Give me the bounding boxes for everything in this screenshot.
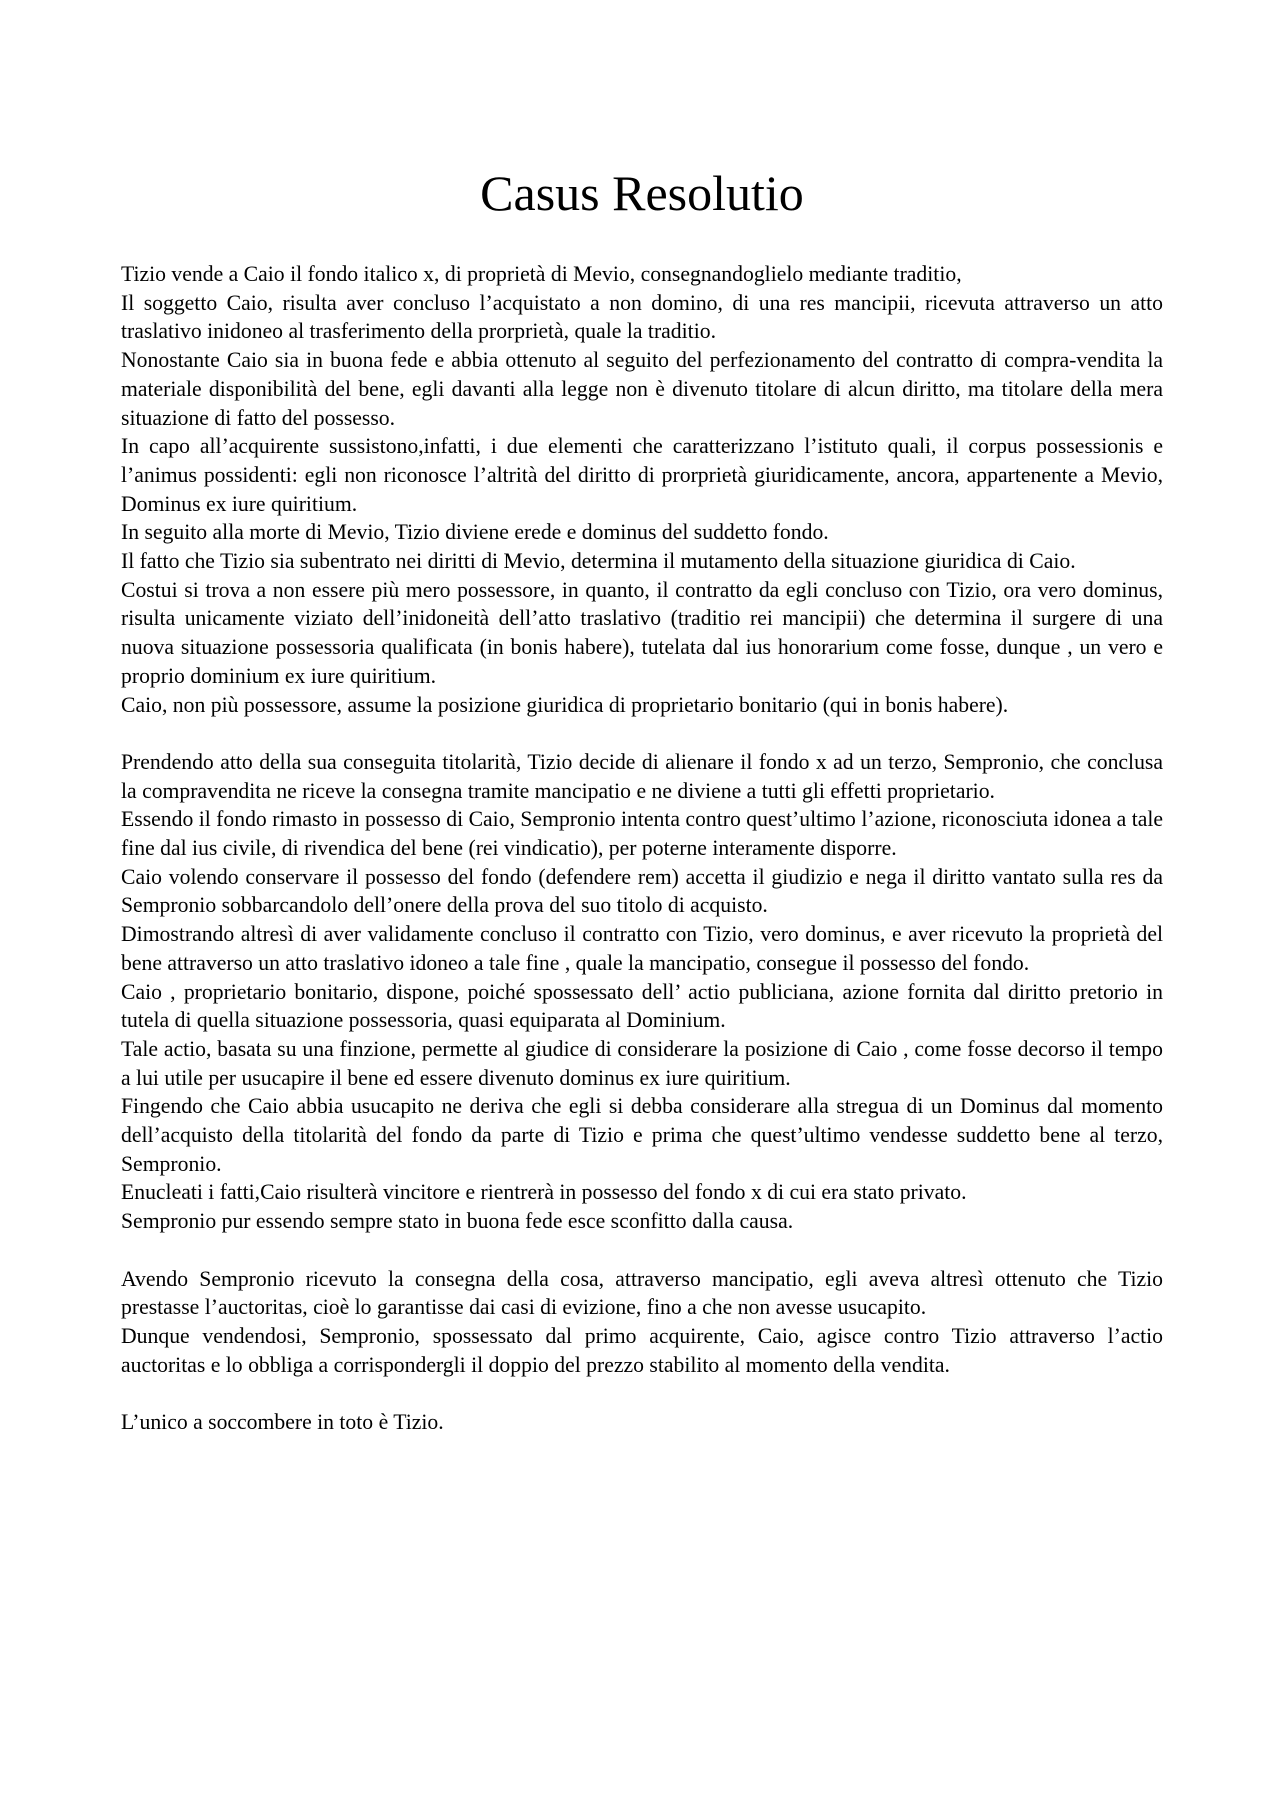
paragraph: Avendo Sempronio ricevuto la consegna della cosa, attraverso mancipatio, egli aveva altresì ottenuto che Tizio prestasse l’auctoritas, cioè lo garantisse dai casi di evizione, fino a che non avesse usucapito. (121, 1266, 1163, 1320)
paragraph: L’unico a soccombere in toto è Tizio. (121, 1410, 444, 1435)
paragraph: Tale actio, basata su una finzione, permette al giudice di considerare la posizione di Caio , come fosse decorso il tempo a lui utile per usucapire il bene ed essere divenuto dominus ex iure quiritium. (121, 1036, 1163, 1090)
paragraph: In seguito alla morte di Mevio, Tizio diviene erede e dominus del suddetto fondo. (121, 520, 829, 545)
paragraph: Prendendo atto della sua conseguita titolarità, Tizio decide di alienare il fondo x ad un terzo, Sempronio, che conclusa la compravendita ne riceve la consegna tramite mancipatio e ne diviene a tutti gli effetti proprietario. (121, 749, 1163, 803)
paragraph: Caio volendo conservare il possesso del fondo (defendere rem) accetta il giudizio e nega il diritto vantato sulla res da Sempronio sobbarcandolo dell’onere della prova del suo titolo di acquisto. (121, 864, 1163, 918)
paragraph-spacer (121, 1236, 1163, 1265)
paragraph-spacer (121, 1379, 1163, 1408)
paragraph: Tizio vende a Caio il fondo italico x, di proprietà di Mevio, consegnandoglielo mediante traditio, (121, 262, 962, 286)
paragraph: Nonostante Caio sia in buona fede e abbia ottenuto al seguito del perfezionamento del contratto di compra-vendita la materiale disponibilità del bene, egli davanti alla legge non è divenuto titolare di alcun diritto, ma titolare della mera situazione di fatto del possesso. (121, 348, 1163, 430)
paragraph: Fingendo che Caio abbia usucapito ne deriva che egli si debba considerare alla stregua di un Dominus dal momento dell’acquisto della titolarità del fondo da parte di Tizio e prima che quest’ultimo vendesse suddetto bene al terzo, Sempronio. (121, 1094, 1163, 1176)
paragraph: Caio , proprietario bonitario, dispone, poiché spossessato dell’ actio publiciana, azione fornita dal diritto pretorio in tutela di quella situazione possessoria, quasi equiparata al Dominium. (121, 979, 1163, 1033)
document-title: Casus Resolutio (480, 165, 804, 221)
paragraph: Dunque vendendosi, Sempronio, spossessato dal primo acquirente, Caio, agisce contro Tizio attraverso l’actio auctoritas e lo obbliga a corrispondergli il doppio del prezzo stabilito al momento della vendita. (121, 1323, 1163, 1377)
paragraph: In capo all’acquirente sussistono,infatti, i due elementi che caratterizzano l’istituto quali, il corpus possessionis e l’animus possidenti: egli non riconosce l’altrità del diritto di prorprietà giuridicamente, ancora, appartenente a Mevio, Dominus ex iure quiritium. (121, 434, 1163, 516)
paragraph: Il soggetto Caio, risulta aver concluso l’acquistato a non domino, di una res mancipii, ricevuta attraverso un atto traslativo inidoneo al trasferimento della prorprietà, quale la traditio. (121, 290, 1163, 344)
paragraph-spacer (121, 719, 1163, 748)
paragraph: Il fatto che Tizio sia subentrato nei diritti di Mevio, determina il mutamento della situazione giuridica di Caio. (121, 549, 1076, 574)
document-body (121, 260, 1163, 1437)
document-page (121, 0, 1163, 1437)
paragraph: Enucleati i fatti,Caio risulterà vincitore e rientrerà in possesso del fondo x di cui era stato privato. (121, 1180, 967, 1205)
paragraph: Essendo il fondo rimasto in possesso di Caio, Sempronio intenta contro quest’ultimo l’azione, riconosciuta idonea a tale fine dal ius civile, di rivendica del bene (rei vindicatio), per poterne interamente disporre. (121, 807, 1163, 861)
paragraph: Costui si trova a non essere più mero possessore, in quanto, il contratto da egli concluso con Tizio, ora vero dominus, risulta unicamente viziato dell’inidoneità dell’atto traslativo (traditio rei mancipii) che determina il surgere di una nuova situazione possessoria qualificata (in bonis habere), tutelata dal ius honorarium come fosse, dunque , un vero e proprio dominium ex iure quiritium. (121, 577, 1163, 688)
paragraph: Sempronio pur essendo sempre stato in buona fede esce sconfitto dalla causa. (121, 1209, 794, 1234)
paragraph: Caio, non più possessore, assume la posizione giuridica di proprietario bonitario (qui in bonis habere). (121, 692, 1009, 717)
paragraph: Dimostrando altresì di aver validamente concluso il contratto con Tizio, vero dominus, e aver ricevuto la proprietà del bene attraverso un atto traslativo idoneo a tale fine , quale la mancipatio, consegue il possesso del fondo. (121, 922, 1163, 975)
